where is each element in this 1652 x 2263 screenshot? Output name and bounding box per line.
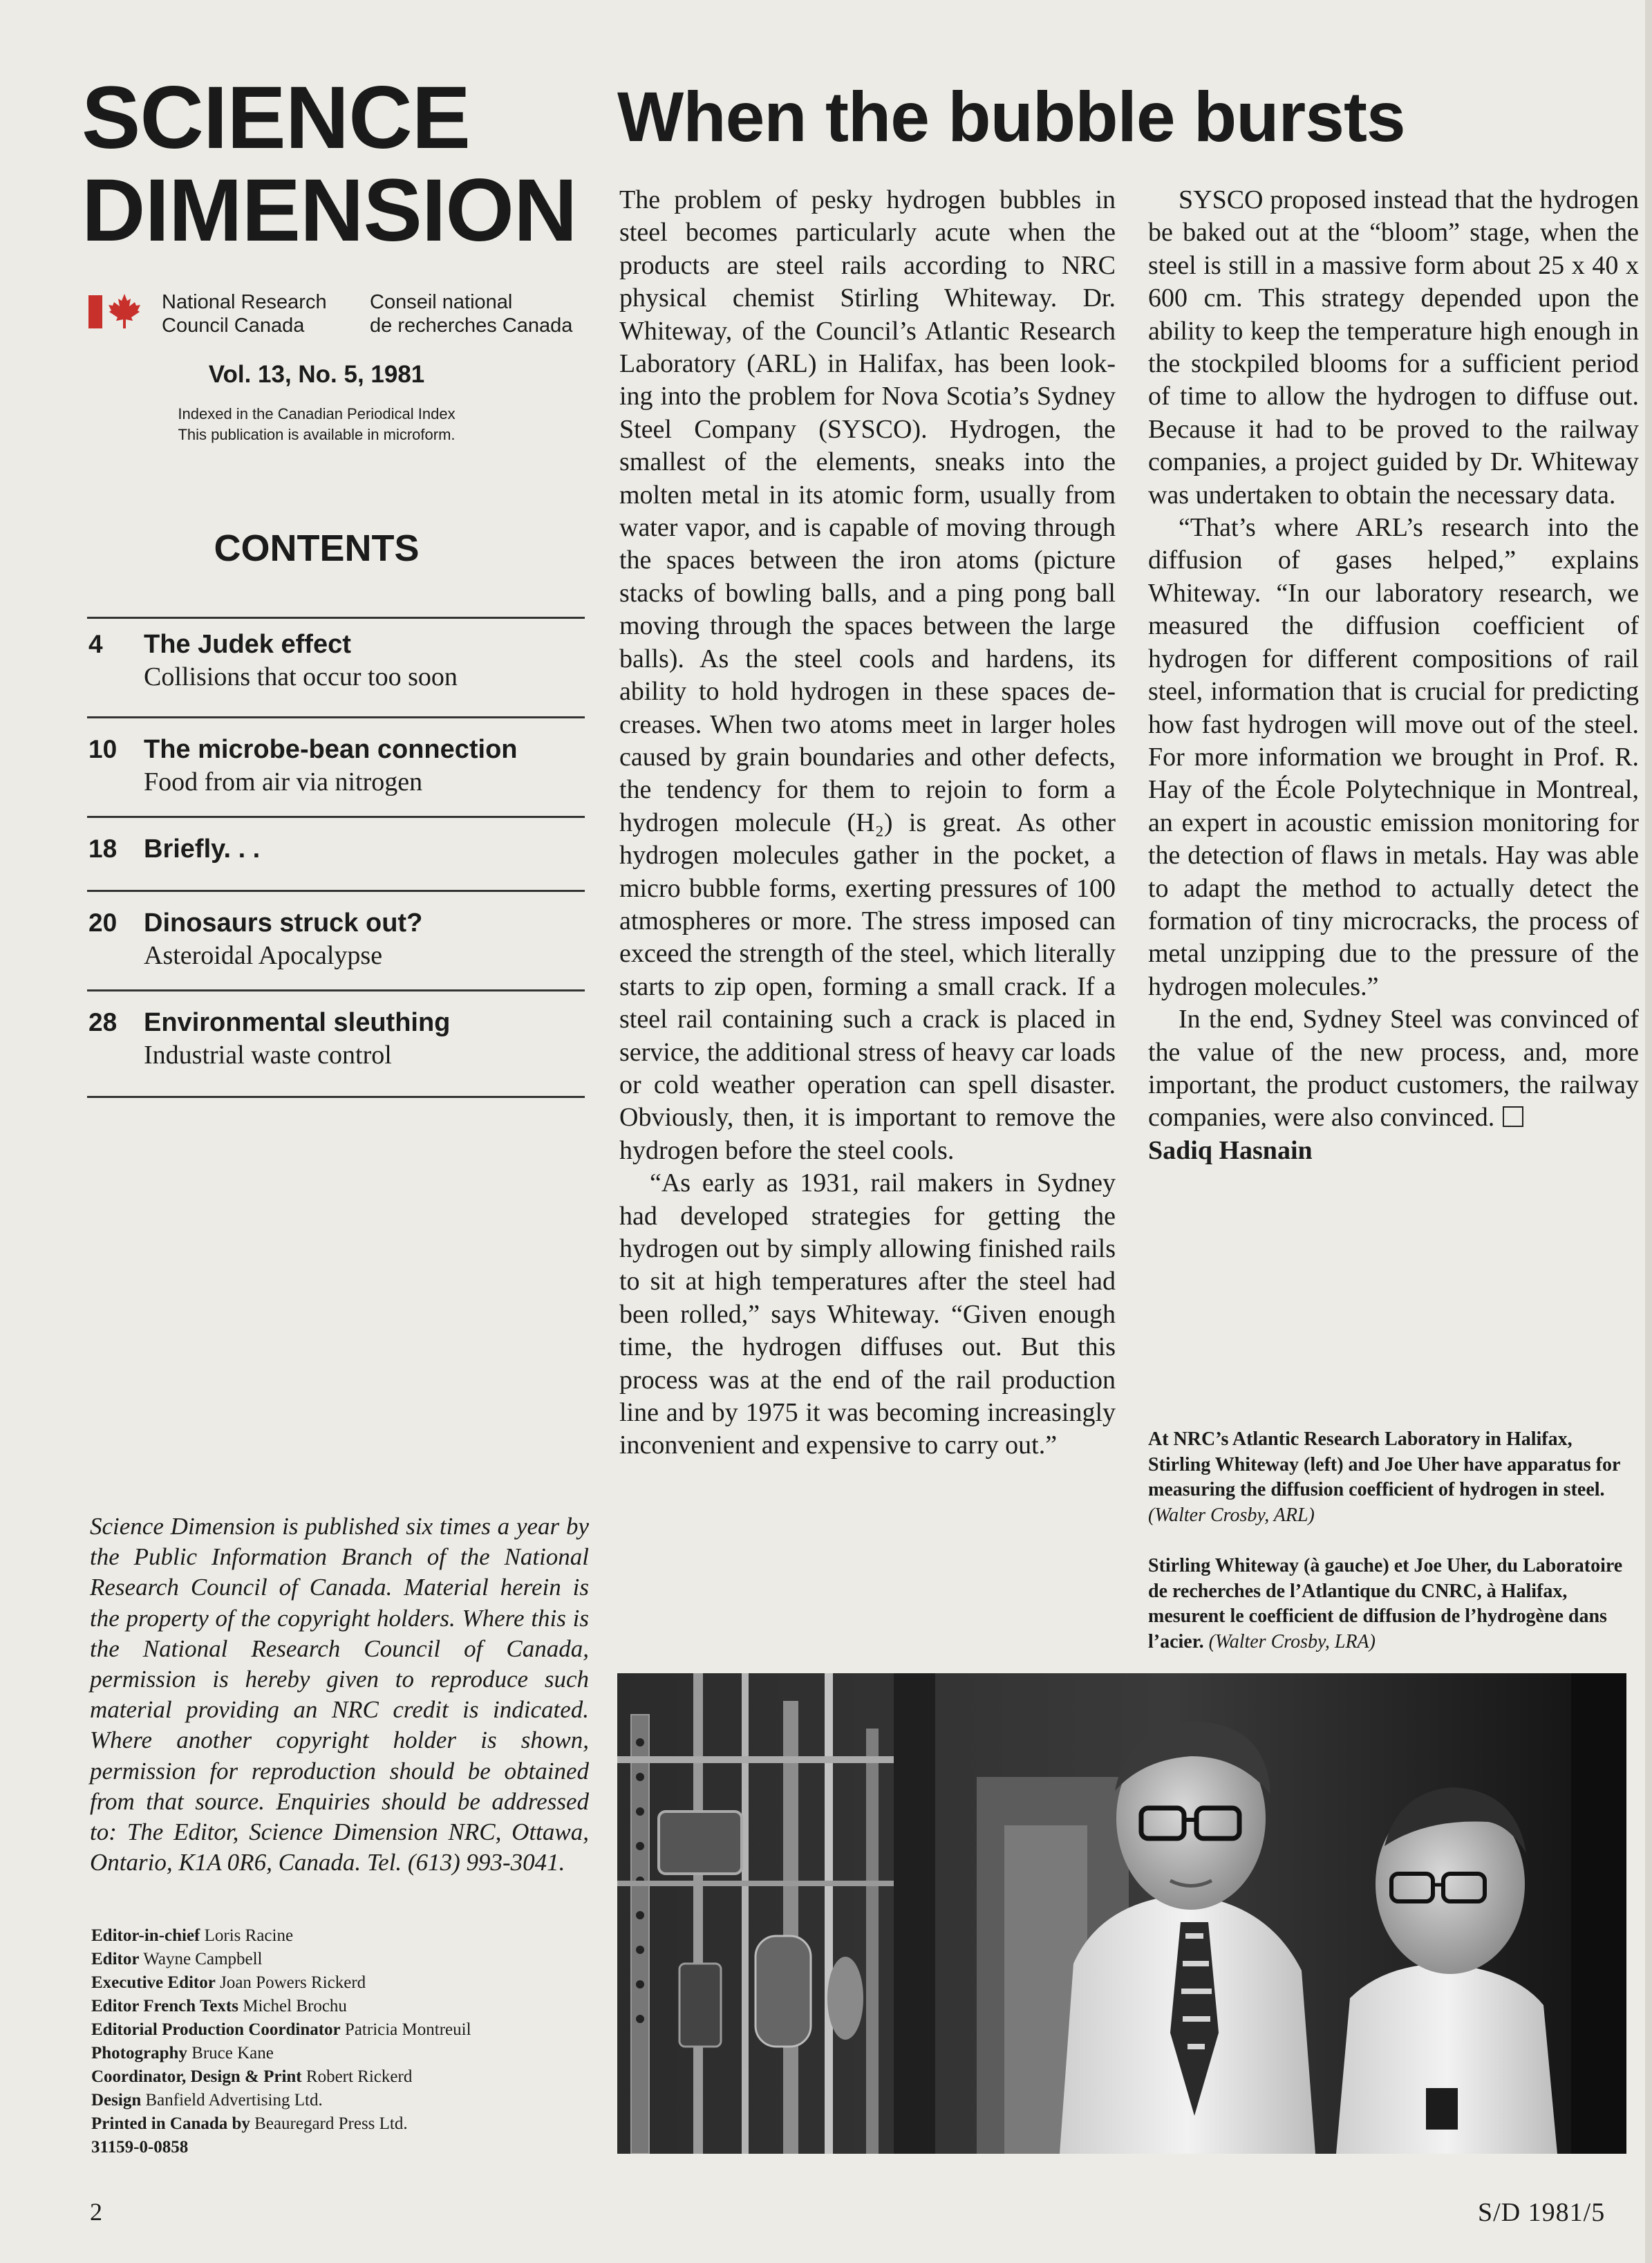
credit-name: Joan Powers Rickerd (220, 1973, 366, 1992)
credit-role: Executive Editor (91, 1973, 216, 1992)
toc-item[interactable] (87, 818, 585, 892)
toc-title: Environmental sleuthing (144, 1008, 451, 1037)
credit-name: Michel Brochu (243, 1997, 347, 2015)
masthead-credits (91, 1924, 589, 2159)
article-paragraph: The problem of pesky hydrogen bubbles in steel becomes particularly acute when the products are steel rails according to NRC physical chemist Stirling Whiteway. Dr. Whiteway, of the Council’s Atlantic Research Laboratory (ARL) in Halifax, has been looking into the problem for Nova Scotia’s Sydney Steel Company (SYSCO). Hydrogen, the smallest of the elements, sneaks into the molten metal in its atomic form, usually from water vapor, and is capable of moving through the spaces between the iron atoms (picture stacks of bowling balls, and a ping pong ball moving through the spaces between the large balls). As the steel cools and hardens, its ability to hold hydrogen in these spaces decreases. When two atoms meet in larger holes caused by grain boundaries and other defects, the tendency for them to rejoin to form a hydrogen molecule (H₂) is great. As other hydrogen molecules gather in the pocket, a micro bubble forms, exerting pressures of 100 atmospheres or more. The stress imposed can exceed the strength of the steel, which literally starts to zip open, forming a small crack. If a steel rail containing such a crack is placed in service, the additional stress of heavy car loads or cold weather operation can spell disaster. Obviously, then, it is important to remove the hydrogen before the steel cools. (619, 185, 1116, 1165)
photo-caption-french (1148, 1554, 1637, 1655)
nrc-logo-icon (88, 292, 148, 328)
publisher-english-line2: Council Canada (162, 315, 305, 337)
toc-subtitle: Food from air via nitrogen (144, 767, 423, 797)
article-paragraph-text: In the end, Sydney Steel was convinced of the value of the new process, and, more important, the product customers, the railway companies, were also convinced. (1148, 1005, 1639, 1133)
credit-name: Beauregard Press Ltd. (254, 2114, 408, 2133)
index-notes (88, 404, 545, 445)
publisher-french-line1: Conseil national (370, 291, 513, 313)
photo-caption-english (1148, 1427, 1637, 1528)
credit-role: Editor French Texts (91, 1997, 238, 2015)
photo-credit-english: (Walter Crosby, ARL) (1148, 1504, 1315, 1526)
toc-page-number: 10 (88, 735, 118, 763)
credit-name: Bruce Kane (191, 2044, 274, 2062)
toc-item[interactable] (87, 718, 585, 818)
credit-role: Design (91, 2091, 142, 2110)
magazine-title-line1: SCIENCE (82, 68, 470, 167)
maple-leaf-icon (108, 292, 141, 328)
lab-photo (617, 1673, 1626, 2154)
credit-line (91, 1995, 589, 2018)
credit-name: Robert Rickerd (306, 2067, 413, 2086)
toc-item[interactable] (87, 892, 585, 991)
publisher-french-line2: de recherches Canada (370, 315, 573, 337)
article-column-2 (1148, 184, 1639, 1167)
page-number-right: S/D 1981/5 (1478, 2198, 1606, 2227)
toc-page-number: 4 (88, 630, 103, 658)
toc-subtitle: Asteroidal Apocalypse (144, 941, 383, 970)
flag-bar-icon (88, 295, 102, 328)
credit-line (91, 2065, 589, 2089)
page-edge (1645, 0, 1652, 2263)
credit-name: Loris Racine (204, 1926, 294, 1945)
toc-page-number: 20 (88, 909, 118, 937)
toc-title: Dinosaurs struck out? (144, 909, 423, 938)
publication-statement: Science Dimension is published six times a year by the Public Information Branch of the National Research Council of Canada. Material herein is the property of the copyright holders. Where this is the National Research Council of Canada, permission is hereby given to reproduce such material providing an NRC credit is indicated. Where another copyright holder is shown, permission for reproduction should be obtained from that source. Enquiries should be addressed to: The Editor, Science Dimension NRC, Ottawa, Ontario, K1A 0R6, Canada. Tel. (613) 993-3041. (90, 1513, 589, 1876)
credit-role: Photography (91, 2044, 187, 2062)
credit-name: Wayne Campbell (143, 1950, 263, 1968)
index-note: Indexed in the Canadian Periodical Index (178, 405, 456, 422)
credit-line (91, 2042, 589, 2065)
publisher-english (162, 290, 355, 337)
toc-title: The microbe-bean connection (144, 735, 518, 764)
toc-page-number: 18 (88, 835, 118, 863)
publisher-english-line1: National Research (162, 291, 327, 313)
credit-role: Editor-in-chief (91, 1926, 200, 1945)
credit-line (91, 1924, 589, 1948)
credit-role: Editorial Production Coordinator (91, 2020, 341, 2039)
caption-english-text: At NRC’s Atlantic Research Laboratory in Halifax, Stirling Whiteway (left) and Joe Uher have apparatus for measuring the diffusion coefficient of hydrogen in steel. (1148, 1428, 1620, 1500)
toc-title: The Judek effect (144, 630, 351, 659)
toc-title: Briefly. . . (144, 835, 261, 864)
credit-line (91, 2018, 589, 2042)
article-headline: When the bubble bursts (617, 77, 1405, 156)
toc-page-number: 28 (88, 1008, 118, 1036)
photo-credit-french: (Walter Crosby, LRA) (1208, 1630, 1376, 1652)
credit-line (91, 1948, 589, 1971)
credit-line (91, 2112, 589, 2136)
page-number-left: 2 (90, 2198, 102, 2226)
article-paragraph: “As early as 1931, rail makers in Sydney had developed strategies for getting the hydrogen out by simply allowing finished rails to sit at high temperatures after the steel had been rolled,” says Whiteway. “Given enough time, the hydrogen diffuses out. But this process was at the end of the rail production line and by 1975 it was becoming increasingly inconvenient and expensive to carry out.” (619, 1168, 1116, 1460)
caption-french-text: Stirling Whiteway (à gauche) et Joe Uher, du Laboratoire de recherches de l’Atlantique du CNRC, à Halifax, mesurent le coefficient de diffusion de l’hydrogène dans l’acier. (1148, 1555, 1623, 1652)
volume-info: Vol. 13, No. 5, 1981 (208, 361, 425, 388)
credit-role: Coordinator, Design & Print (91, 2067, 302, 2086)
credit-line (91, 2089, 589, 2112)
microform-note: This publication is available in microform. (178, 426, 456, 443)
article-paragraph: “That’s where ARL’s research into the diffusion of gases helped,” explains Whiteway. “In our laboratory research, we measured the diffusion coefficient of hydrogen for different compositions of rail steel, information that is crucial for predicting how fast hydrogen will move out of the steel. For more information we brought in Prof. R. Hay of the École Polytechnique in Montreal, an expert in acoustic emission monitoring for the detection of flaws in metals. Hay was able to adapt the method to actually detect the formation of tiny microcracks, the process of metal unzipping due to the pressure of the hydrogen molecules.” (1148, 513, 1639, 1001)
article-column-1 (619, 184, 1116, 1462)
end-of-article-icon (1503, 1106, 1523, 1127)
toc-item[interactable] (87, 991, 585, 1098)
credit-name: Banfield Advertising Ltd. (145, 2091, 323, 2110)
catalogue-number: 31159-0-0858 (91, 2138, 189, 2157)
publisher-french (370, 290, 591, 337)
credit-role: Editor (91, 1950, 140, 1968)
contents-heading: CONTENTS (214, 528, 420, 569)
magazine-title-line2: DIMENSION (82, 161, 577, 260)
magazine-title (82, 68, 593, 260)
toc-subtitle: Industrial waste control (144, 1041, 392, 1070)
credit-line (91, 1971, 589, 1995)
toc-item[interactable] (87, 619, 585, 718)
article-paragraph (1148, 1003, 1639, 1135)
byline: Sadiq Hasnain (1148, 1135, 1313, 1165)
lab-photo-image (617, 1673, 1626, 2154)
credit-role: Printed in Canada by (91, 2114, 250, 2133)
article-paragraph: SYSCO proposed instead that the hydrogen be baked out at the “bloom” stage, when the steel is still in a massive form about 25 x 40 x 600 cm. This strategy depended upon the ability to keep the temperature high enough in the stockpiled blooms for a sufficient period of time to allow the hydrogen to diffuse out. Because it had to be proved to the railway companies, a project guided by Dr. Whiteway was undertaken to obtain the necessary data. (1148, 185, 1639, 510)
toc-subtitle: Collisions that occur too soon (144, 662, 458, 691)
table-of-contents (87, 617, 585, 1098)
credit-name: Patricia Montreuil (344, 2020, 471, 2039)
credit-line (91, 2136, 589, 2159)
